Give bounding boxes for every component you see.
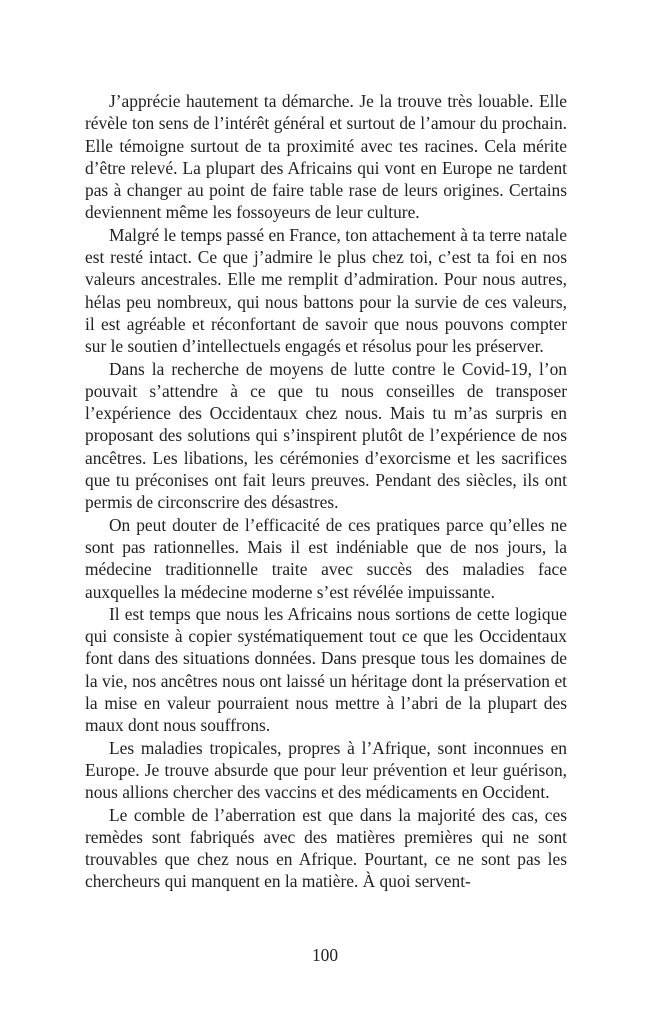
paragraph: Dans la recherche de moyens de lutte contre le Covid-19, l’on pouvait s’attendre à ce que tu nous conseilles de transposer l’expérience des Occidentaux chez nous. Mais tu m’as surpris en proposant des solutions qui s’inspirent plutôt de l’expérience de nos ancêtres. Les libations, les cérémonies d’exorcisme et les sacrifices que tu préconises ont fait leurs preuves. Pendant des siècles, ils ont permis de circonscrire des désastres.	[85, 358, 567, 513]
paragraph: Le comble de l’aberration est que dans la majorité des cas, ces remèdes sont fabriqués avec des matières premières qui ne sont trouvables que chez nous en Afrique. Pourtant, ce ne sont pas les chercheurs qui manquent en la matière. À quoi servent-	[85, 804, 567, 892]
paragraph: J’apprécie hautement ta démarche. Je la trouve très louable. Elle révèle ton sens de l’intérêt général et surtout de l’amour du prochain. Elle témoigne surtout de ta proximité avec tes racines. Cela mérite d’être relevé. La plupart des Africains qui vont en Europe ne tardent pas à changer au point de faire table rase de leurs origines. Certains deviennent même les fossoyeurs de leur culture.	[85, 91, 567, 223]
page-number: 100	[311, 945, 339, 965]
paragraph: Malgré le temps passé en France, ton attachement à ta terre natale est resté intact. Ce que j’admire le plus chez toi, c’est ta foi en nos valeurs ancestrales. Elle me remplit d’admiration. Pour nous autres, hélas peu nombreux, qui nous battons pour la survie de ces valeurs, il est agréable et réconfortant de savoir que nous pouvons compter sur le soutien d’intellectuels engagés et résolus pour les préserver.	[85, 224, 567, 357]
paragraph: Il est temps que nous les Africains nous sortions de cette logique qui consiste à copier systématiquement tout ce que les Occidentaux font dans des situations données. Dans presque tous les domaines de la vie, nos ancêtres nous ont laissé un héritage dont la préservation et la mise en valeur pourraient nous mettre à l’abri de la plupart des maux dont nous souffrons.	[85, 603, 567, 736]
paragraph: On peut douter de l’efficacité de ces pratiques parce qu’elles ne sont pas rationnelles. Mais il est indéniable que de nos jours, la médecine traditionnelle traite avec succès des maladies face auxquelles la médecine moderne s’est révélée impuissante.	[85, 514, 567, 602]
paragraph: Les maladies tropicales, propres à l’Afrique, sont inconnues en Europe. Je trouve absurde que pour leur prévention et leur guérison, nous allions chercher des vaccins et des médicaments en Occident.	[85, 737, 567, 803]
page-body	[85, 90, 567, 893]
